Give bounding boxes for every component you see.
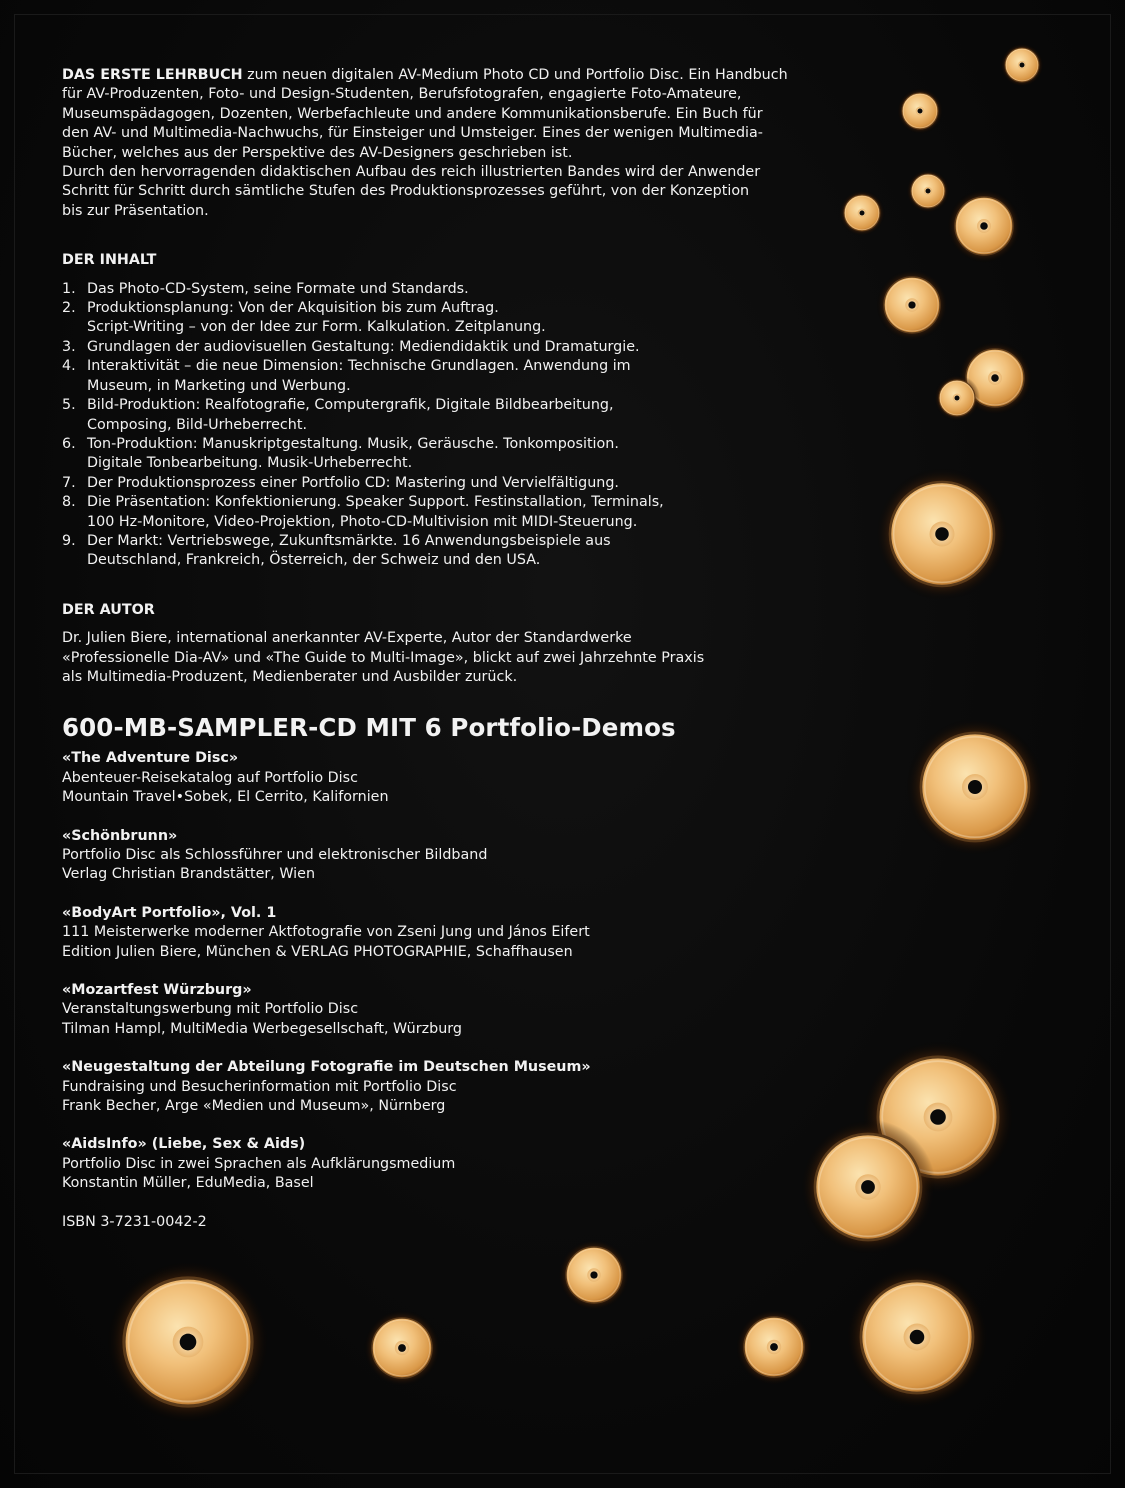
demo-line: Portfolio Disc als Schlossführer und elektronischer Bildband — [62, 847, 488, 863]
contents-item-line: Digitale Tonbearbeitung. Musik-Urheberrecht. — [87, 455, 413, 472]
contents-item-line: Bild-Produktion: Realfotografie, Computergrafik, Digitale Bildbearbeitung, — [87, 397, 614, 414]
demo-line: Verlag Christian Brandstätter, Wien — [62, 866, 316, 883]
contents-item — [62, 299, 822, 338]
demo-line: Fundraising und Besucherinformation mit Portfolio Disc — [62, 1078, 457, 1095]
intro-line: Bücher, welches aus der Perspektive des AV-Designers geschrieben ist. — [62, 144, 573, 161]
contents-item-number: 6. — [62, 435, 76, 452]
intro-paragraph — [62, 66, 822, 221]
author-line: «Professionelle Dia-AV» und «The Guide to Multi-Image», blickt auf zwei Jahrzehnte Praxis — [62, 649, 705, 666]
contents-item — [62, 280, 822, 299]
author-section — [62, 601, 822, 688]
demo-title: «Mozartfest Würzburg» — [62, 982, 252, 999]
compact-disc-icon — [106, 1260, 270, 1424]
intro-line: den AV- und Multimedia-Nachwuchs, für Einsteiger und Umsteiger. Eines der wenigen Multimedia- — [62, 125, 763, 142]
intro-line: Museumspädagogen, Dozenten, Werbefachleute und andere Kommunikationsberufe. Ein Buch für — [62, 105, 763, 122]
contents-item-line: Der Markt: Vertriebswege, Zukunftsmärkte. 16 Anwendungsbeispiele aus — [87, 532, 611, 549]
compact-disc-icon — [1000, 43, 1044, 87]
contents-item — [62, 357, 822, 396]
contents-item-line: Das Photo-CD-System, seine Formate und Standards. — [87, 280, 469, 297]
contents-item — [62, 396, 822, 435]
compact-disc-icon — [934, 375, 980, 421]
demo-line: Portfolio Disc in zwei Sprachen als Aufklärungsmedium — [62, 1155, 456, 1172]
contents-item-number: 4. — [62, 358, 76, 375]
isbn: ISBN 3-7231-0042-2 — [62, 1213, 207, 1230]
contents-item-text — [87, 396, 822, 435]
contents-item-line: Grundlagen der audiovisuellen Gestaltung: Mediendidaktik und Dramaturgie. — [87, 338, 640, 355]
contents-item-line: Die Präsentation: Konfektionierung. Speaker Support. Festinstallation, Terminals, — [87, 494, 664, 511]
intro-line: zum neuen digitalen AV-Medium Photo CD und Portfolio Disc. Ein Handbuch — [242, 67, 788, 83]
demo-line: Abenteuer-Reisekatalog auf Portfolio Disc — [62, 769, 358, 786]
contents-item — [62, 338, 822, 357]
contents-item-line: Interaktivität – die neue Dimension: Technische Grundlagen. Anwendung im — [87, 358, 631, 375]
demo-title: «Neugestaltung der Abteilung Fotografie im Deutschen Museum» — [62, 1059, 591, 1076]
demo-line: Mountain Travel•Sobek, El Cerrito, Kalifornien — [62, 789, 389, 806]
contents-item-text — [87, 280, 822, 299]
contents-item-text — [87, 532, 822, 571]
intro-line: Durch den hervorragenden didaktischen Aufbau des reich illustrierten Bandes wird der Anwender — [62, 164, 761, 181]
contents-item-text — [87, 357, 822, 396]
demo-line: 111 Meisterwerke moderner Aktfotografie von Zseni Jung und János Eifert — [62, 924, 590, 941]
intro-line: bis zur Präsentation. — [62, 202, 209, 219]
author-line: Dr. Julien Biere, international anerkannter AV-Experte, Autor der Standardwerke — [62, 630, 632, 647]
intro-line: Schritt für Schritt durch sämtliche Stufen des Produktionsprozesses geführt, von der Konzeption — [62, 183, 750, 200]
demo-list — [62, 749, 822, 1193]
contents-section — [62, 251, 822, 571]
contents-item-text — [87, 299, 822, 338]
contents-item-number: 5. — [62, 397, 76, 414]
author-text — [62, 629, 822, 687]
compact-disc-icon — [736, 1309, 813, 1386]
demo-title: «BodyArt Portfolio», Vol. 1 — [62, 904, 277, 921]
compact-disc-icon — [875, 467, 1008, 600]
compact-disc-icon — [364, 1310, 441, 1387]
contents-item-line: Composing, Bild-Urheberrecht. — [87, 416, 307, 433]
demo-entry — [62, 1058, 822, 1116]
contents-item-number: 3. — [62, 338, 76, 355]
contents-item-line: Script-Writing – von der Idee zur Form. Kalkulation. Zeitplanung. — [87, 319, 546, 336]
compact-disc-icon — [558, 1239, 630, 1311]
compact-disc-icon — [906, 169, 950, 213]
author-heading: DER AUTOR — [62, 601, 155, 618]
intro-line: für AV-Produzenten, Foto- und Design-Studenten, Berufsfotografen, engagierte Foto-Amateure, — [62, 86, 742, 103]
contents-item — [62, 435, 822, 474]
demo-entry — [62, 904, 822, 962]
contents-item-line: Museum, in Marketing und Werbung. — [87, 377, 351, 394]
contents-item-line: Ton-Produktion: Manuskriptgestaltung. Musik, Geräusche. Tonkomposition. — [87, 435, 619, 452]
contents-item — [62, 474, 822, 493]
contents-item-number: 7. — [62, 474, 76, 491]
contents-item-line: Der Produktionsprozess einer Portfolio CD: Mastering und Vervielfältigung. — [87, 474, 619, 491]
contents-item-text — [87, 435, 822, 474]
compact-disc-icon — [947, 189, 1021, 263]
contents-item-number: 9. — [62, 532, 76, 549]
author-line: als Multimedia-Produzent, Medienberater und Ausbilder zurück. — [62, 668, 518, 685]
demo-title: «AidsInfo» (Liebe, Sex & Aids) — [62, 1136, 306, 1153]
demo-line: Edition Julien Biere, München & VERLAG PHOTOGRAPHIE, Schaffhausen — [62, 943, 573, 960]
contents-item-text — [87, 338, 822, 357]
demo-entry — [62, 827, 822, 885]
contents-item-number: 8. — [62, 494, 76, 511]
demo-line: Veranstaltungswerbung mit Portfolio Disc — [62, 1001, 359, 1018]
demo-title: «The Adventure Disc» — [62, 750, 239, 767]
contents-item-number: 1. — [62, 280, 76, 297]
contents-item-text — [87, 474, 822, 493]
demo-line: Tilman Hampl, MultiMedia Werbegesellschaft, Würzburg — [62, 1020, 462, 1037]
demo-entry — [62, 749, 822, 807]
contents-item-line: 100 Hz-Monitore, Video-Projektion, Photo-CD-Multivision mit MIDI-Steuerung. — [87, 513, 638, 530]
contents-item-line: Deutschland, Frankreich, Österreich, der Schweiz und den USA. — [87, 552, 541, 569]
sampler-title: 600-MB-SAMPLER-CD MIT 6 Portfolio-Demos — [62, 713, 676, 743]
compact-disc-icon — [897, 88, 943, 134]
demo-line: Frank Becher, Arge «Medien und Museum», Nürnberg — [62, 1098, 446, 1115]
contents-item — [62, 493, 822, 532]
demo-entry — [62, 981, 822, 1039]
compact-disc-icon — [876, 269, 948, 341]
demo-entry — [62, 1135, 822, 1193]
contents-heading: DER INHALT — [62, 252, 157, 269]
contents-item-number: 2. — [62, 300, 76, 317]
text-column — [62, 66, 822, 1246]
intro-lead: DAS ERSTE LEHRBUCH — [62, 67, 243, 83]
contents-item-text — [87, 493, 822, 532]
demo-line: Konstantin Müller, EduMedia, Basel — [62, 1175, 314, 1192]
contents-item — [62, 532, 822, 571]
compact-disc-icon — [845, 1265, 988, 1408]
compact-disc-icon — [839, 190, 885, 236]
compact-disc-icon — [906, 718, 1044, 856]
demo-title: «Schönbrunn» — [62, 827, 178, 844]
contents-list — [62, 280, 822, 571]
contents-item-line: Produktionsplanung: Von der Akquisition bis zum Auftrag. — [87, 300, 499, 317]
